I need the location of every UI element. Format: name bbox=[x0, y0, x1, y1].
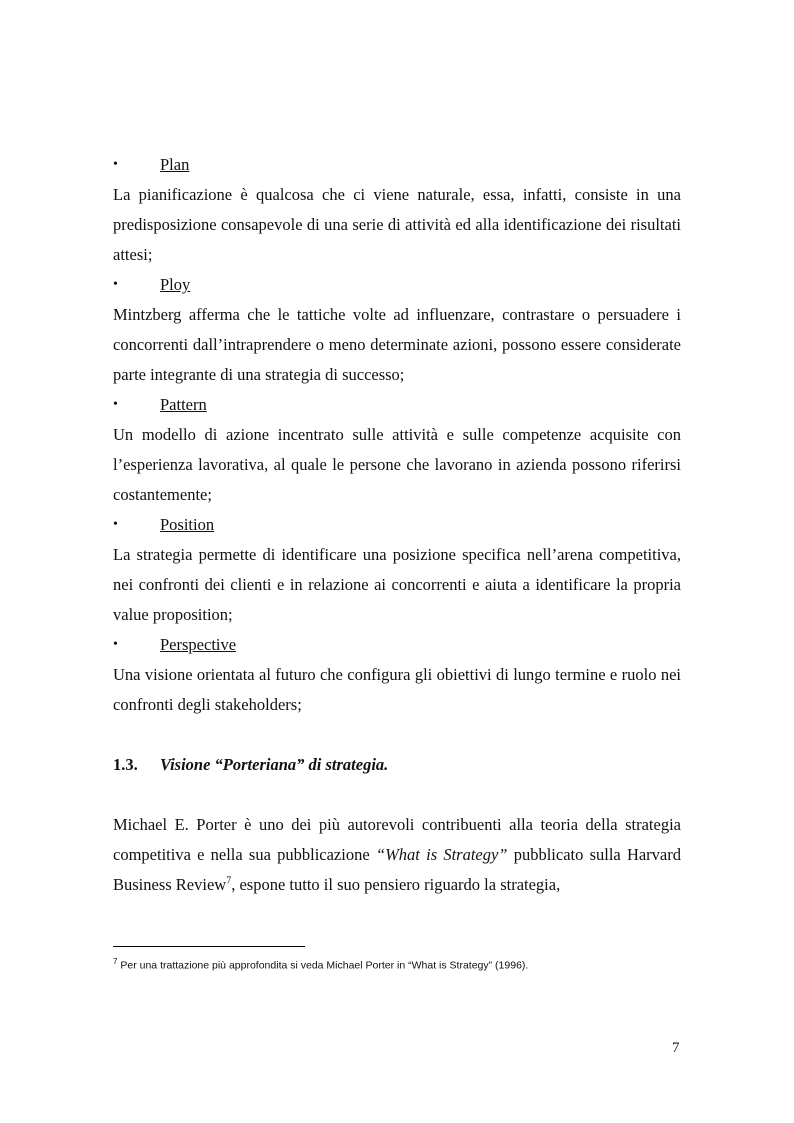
footnote-divider bbox=[113, 946, 305, 947]
bullet-dot: • bbox=[113, 157, 118, 172]
body-italic-title: “What is Strategy” bbox=[375, 845, 508, 864]
bullet-label: Position bbox=[160, 515, 215, 534]
footnote bbox=[113, 957, 681, 972]
footnote-text: Per una trattazione più approfondita si veda Michael Porter in “What is Strategy” (1996). bbox=[117, 959, 529, 972]
bullet-label: Pattern bbox=[160, 395, 207, 414]
body-paragraph bbox=[113, 810, 681, 900]
bullet-description: La strategia permette di identificare una posizione specifica nell’arena competitiva, nei confronti dei clienti e in relazione ai concorrenti e aiuta a identificare la propria value proposition; bbox=[113, 545, 681, 624]
bullet-dot: • bbox=[113, 517, 118, 532]
bullet-ploy bbox=[113, 270, 681, 300]
bullet-position bbox=[113, 510, 681, 540]
bullet-pattern bbox=[113, 390, 681, 420]
bullet-plan bbox=[113, 150, 681, 180]
page-content bbox=[113, 150, 681, 917]
section-title: Visione “Porteriana” di strategia. bbox=[160, 755, 389, 774]
bullet-dot: • bbox=[113, 397, 118, 412]
bullet-dot: • bbox=[113, 637, 118, 652]
body-text-1: Michael E. Porter è uno dei più autorevoli contribuenti alla teoria della strategia competitiva e nella sua pubblicazione bbox=[113, 815, 681, 864]
section-heading bbox=[113, 750, 681, 780]
bullet-description: Mintzberg afferma che le tattiche volte ad influenzare, contrastare o persuadere i concorrenti dall’intraprendere o meno determinate azioni, possono essere considerate parte integrante di una strategia di successo; bbox=[113, 305, 681, 384]
bullet-label: Perspective bbox=[160, 635, 237, 654]
bullet-perspective bbox=[113, 630, 681, 660]
bullet-description: Un modello di azione incentrato sulle attività e sulle competenze acquisite con l’esperienza lavorativa, al quale le persone che lavorano in azienda possono riferirsi costantemente; bbox=[113, 425, 681, 504]
footnote-reference[interactable]: 7 bbox=[226, 875, 232, 887]
body-text-2: pubblicato sulla Harvard Business Review bbox=[113, 845, 681, 894]
bullet-description: La pianificazione è qualcosa che ci viene naturale, essa, infatti, consiste in una predisposizione consapevole di una serie di attività ed alla identificazione dei risultati attesi; bbox=[113, 185, 681, 264]
bullet-description: Una visione orientata al futuro che configura gli obiettivi di lungo termine e ruolo nei confronti degli stakeholders; bbox=[113, 665, 681, 714]
body-text-3: , espone tutto il suo pensiero riguardo la strategia, bbox=[231, 875, 561, 894]
page-number: 7 bbox=[672, 1040, 680, 1056]
footnote-marker: 7 bbox=[113, 957, 118, 966]
section-number: 1.3. bbox=[113, 755, 138, 774]
bullet-label: Ploy bbox=[160, 275, 191, 294]
bullet-label: Plan bbox=[160, 155, 190, 174]
bullet-dot: • bbox=[113, 277, 118, 292]
